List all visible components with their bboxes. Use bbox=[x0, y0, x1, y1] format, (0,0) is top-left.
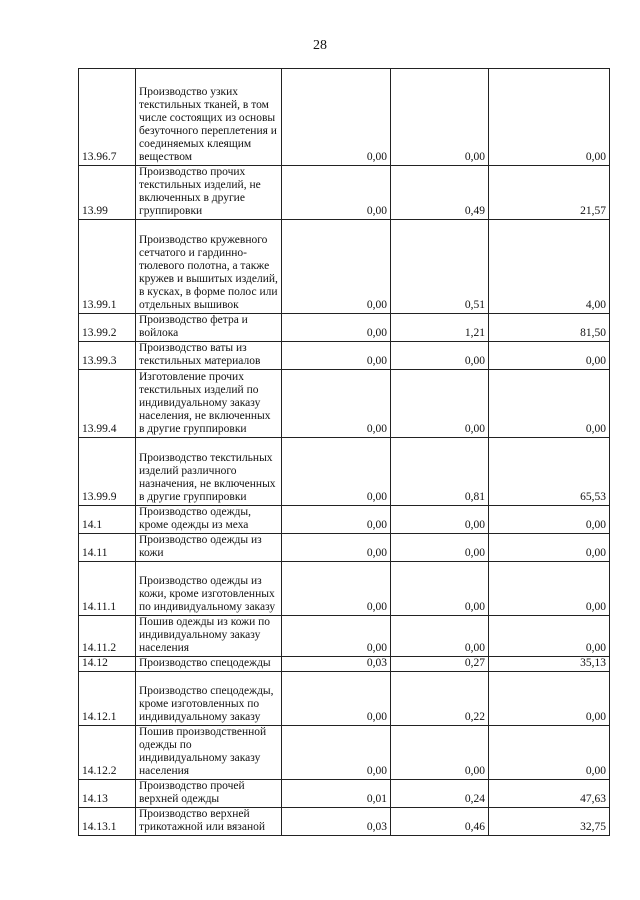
row-code: 13.99.2 bbox=[79, 314, 136, 342]
row-code: 13.99 bbox=[79, 166, 136, 220]
row-name: Производство одежды, кроме одежды из меха bbox=[136, 506, 282, 534]
row-value-3: 0,00 bbox=[489, 69, 610, 166]
table-row bbox=[79, 314, 610, 342]
row-value-2: 0,49 bbox=[391, 166, 489, 220]
row-value-3: 0,00 bbox=[489, 726, 610, 780]
row-value-1: 0,03 bbox=[282, 808, 391, 836]
row-name: Пошив одежды из кожи по индивидуальному заказу населения bbox=[136, 616, 282, 657]
row-value-1: 0,03 bbox=[282, 657, 391, 672]
row-code: 14.11.2 bbox=[79, 616, 136, 657]
table-row bbox=[79, 69, 610, 166]
row-name: Производство ваты из текстильных материалов bbox=[136, 342, 282, 370]
row-value-2: 0,27 bbox=[391, 657, 489, 672]
table-row bbox=[79, 616, 610, 657]
row-value-2: 0,81 bbox=[391, 438, 489, 506]
table-row bbox=[79, 657, 610, 672]
row-name: Изготовление прочих текстильных изделий по индивидуальному заказу населения, не включенных в другие группировки bbox=[136, 370, 282, 438]
table-row bbox=[79, 780, 610, 808]
row-name: Пошив производственной одежды по индивидуальному заказу населения bbox=[136, 726, 282, 780]
row-value-1: 0,00 bbox=[282, 69, 391, 166]
row-code: 14.11.1 bbox=[79, 562, 136, 616]
row-value-1: 0,00 bbox=[282, 562, 391, 616]
row-name: Производство прочей верхней одежды bbox=[136, 780, 282, 808]
row-value-3: 35,13 bbox=[489, 657, 610, 672]
row-value-2: 0,51 bbox=[391, 220, 489, 314]
row-value-2: 0,00 bbox=[391, 342, 489, 370]
row-value-3: 0,00 bbox=[489, 672, 610, 726]
row-value-3: 47,63 bbox=[489, 780, 610, 808]
row-value-2: 0,24 bbox=[391, 780, 489, 808]
row-value-1: 0,01 bbox=[282, 780, 391, 808]
row-code: 13.96.7 bbox=[79, 69, 136, 166]
row-name: Производство кружевного сетчатого и гардинно-тюлевого полотна, а также кружев и вышитых изделий, в кусках, в форме полос или отдельных вышивок bbox=[136, 220, 282, 314]
row-value-1: 0,00 bbox=[282, 166, 391, 220]
row-value-1: 0,00 bbox=[282, 726, 391, 780]
table-row bbox=[79, 342, 610, 370]
row-value-2: 0,00 bbox=[391, 726, 489, 780]
row-value-3: 0,00 bbox=[489, 342, 610, 370]
row-value-1: 0,00 bbox=[282, 342, 391, 370]
row-value-2: 0,00 bbox=[391, 506, 489, 534]
row-name: Производство текстильных изделий различного назначения, не включенных в другие группировки bbox=[136, 438, 282, 506]
row-value-3: 0,00 bbox=[489, 616, 610, 657]
row-name: Производство верхней трикотажной или вязаной bbox=[136, 808, 282, 836]
row-name: Производство узких текстильных тканей, в том числе состоящих из основы безуточного переплетения и соединяемых клеящим веществом bbox=[136, 69, 282, 166]
table-row bbox=[79, 672, 610, 726]
row-value-2: 0,00 bbox=[391, 534, 489, 562]
row-value-2: 1,21 bbox=[391, 314, 489, 342]
row-value-1: 0,00 bbox=[282, 672, 391, 726]
row-value-2: 0,00 bbox=[391, 370, 489, 438]
row-value-3: 0,00 bbox=[489, 562, 610, 616]
table-row bbox=[79, 166, 610, 220]
row-name: Производство одежды из кожи bbox=[136, 534, 282, 562]
row-value-2: 0,46 bbox=[391, 808, 489, 836]
row-code: 14.12.2 bbox=[79, 726, 136, 780]
row-code: 14.13 bbox=[79, 780, 136, 808]
row-value-1: 0,00 bbox=[282, 370, 391, 438]
table-row bbox=[79, 506, 610, 534]
row-code: 13.99.1 bbox=[79, 220, 136, 314]
table-row bbox=[79, 562, 610, 616]
table-row bbox=[79, 370, 610, 438]
activity-table bbox=[78, 68, 610, 836]
row-value-1: 0,00 bbox=[282, 438, 391, 506]
row-code: 13.99.3 bbox=[79, 342, 136, 370]
row-value-3: 32,75 bbox=[489, 808, 610, 836]
row-value-2: 0,00 bbox=[391, 616, 489, 657]
table-row bbox=[79, 220, 610, 314]
row-code: 14.11 bbox=[79, 534, 136, 562]
row-value-3: 4,00 bbox=[489, 220, 610, 314]
row-code: 14.1 bbox=[79, 506, 136, 534]
row-value-3: 65,53 bbox=[489, 438, 610, 506]
table-row bbox=[79, 438, 610, 506]
row-code: 14.12 bbox=[79, 657, 136, 672]
table-row bbox=[79, 808, 610, 836]
row-value-3: 0,00 bbox=[489, 370, 610, 438]
row-value-3: 81,50 bbox=[489, 314, 610, 342]
row-name: Производство прочих текстильных изделий, не включенных в другие группировки bbox=[136, 166, 282, 220]
row-value-2: 0,00 bbox=[391, 562, 489, 616]
row-value-1: 0,00 bbox=[282, 616, 391, 657]
row-name: Производство спецодежды, кроме изготовленных по индивидуальному заказу bbox=[136, 672, 282, 726]
row-value-1: 0,00 bbox=[282, 314, 391, 342]
row-code: 13.99.9 bbox=[79, 438, 136, 506]
row-value-1: 0,00 bbox=[282, 506, 391, 534]
row-value-2: 0,00 bbox=[391, 69, 489, 166]
row-value-1: 0,00 bbox=[282, 220, 391, 314]
row-name: Производство спецодежды bbox=[136, 657, 282, 672]
row-name: Производство фетра и войлока bbox=[136, 314, 282, 342]
row-value-3: 0,00 bbox=[489, 506, 610, 534]
row-code: 13.99.4 bbox=[79, 370, 136, 438]
row-code: 14.13.1 bbox=[79, 808, 136, 836]
page-number: 28 bbox=[313, 38, 327, 53]
row-value-1: 0,00 bbox=[282, 534, 391, 562]
table-row bbox=[79, 534, 610, 562]
table-row bbox=[79, 726, 610, 780]
row-name: Производство одежды из кожи, кроме изготовленных по индивидуальному заказу bbox=[136, 562, 282, 616]
row-value-3: 21,57 bbox=[489, 166, 610, 220]
row-value-3: 0,00 bbox=[489, 534, 610, 562]
row-value-2: 0,22 bbox=[391, 672, 489, 726]
row-code: 14.12.1 bbox=[79, 672, 136, 726]
